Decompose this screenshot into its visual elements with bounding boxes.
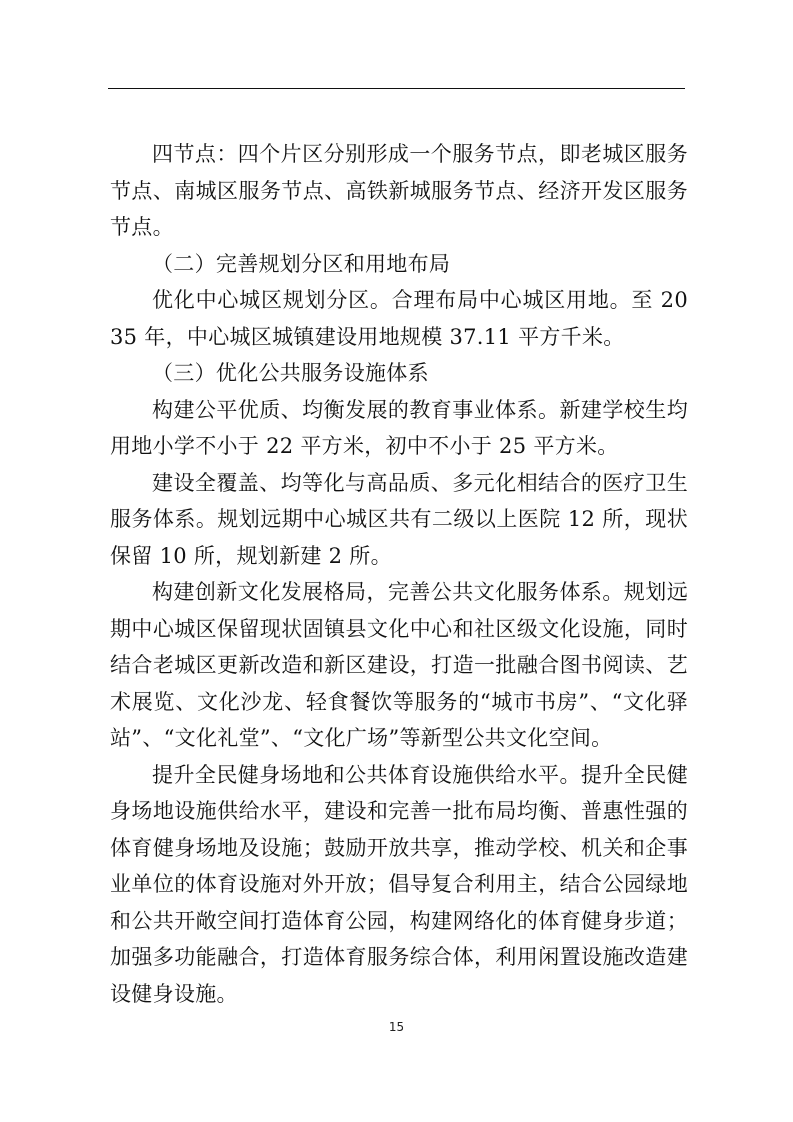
header-rule [108,88,685,89]
section-heading-public-services: （三）优化公共服务设施体系 [152,361,429,385]
paragraph-culture: 构建创新文化发展格局，完善公共文化服务体系。规划远期中心城区保留现状固镇县文化中心和社区级文化设施，同时结合老城区更新改造和新区建设，打造一批融合图书阅读、艺术展览、文化沙龙、轻食餐饮等服务的“城市书房”、“文化驿站”、“文化礼堂”、“文化广场”等新型公共文化空间。 [110,580,688,750]
paragraph-education: 构建公平优质、均衡发展的教育事业体系。新建学校生均用地小学不小于 22 平方米，初中不小于 25 平方米。 [110,397,688,458]
paragraph-zoning: 优化中心城区规划分区。合理布局中心城区用地。至 2035 年，中心城区城镇建设用地规模 37.11 平方千米。 [110,288,688,349]
paragraph-four-nodes: 四节点：四个片区分别形成一个服务节点，即老城区服务节点、南城区服务节点、高铁新城服务节点、经济开发区服务节点。 [110,142,688,239]
paragraph-sports: 提升全民健身场地和公共体育设施供给水平。提升全民健身场地设施供给水平，建设和完善一批布局均衡、普惠性强的体育健身场地及设施；鼓励开放共享，推动学校、机关和企事业单位的体育设施对外开放；倡导复合利用主，结合公园绿地和公共开敞空间打造体育公园，构建网络化的体育健身步道；加强多功能融合，打造体育服务综合体，利用闲置设施改造建设健身设施。 [110,762,688,1006]
page-number: 15 [388,1020,405,1034]
page-body [110,136,688,1012]
paragraph-healthcare: 建设全覆盖、均等化与高品质、多元化相结合的医疗卫生服务体系。规划远期中心城区共有二级以上医院 12 所，现状保留 10 所，规划新建 2 所。 [110,470,688,568]
section-heading-zoning: （二）完善规划分区和用地布局 [152,251,451,276]
